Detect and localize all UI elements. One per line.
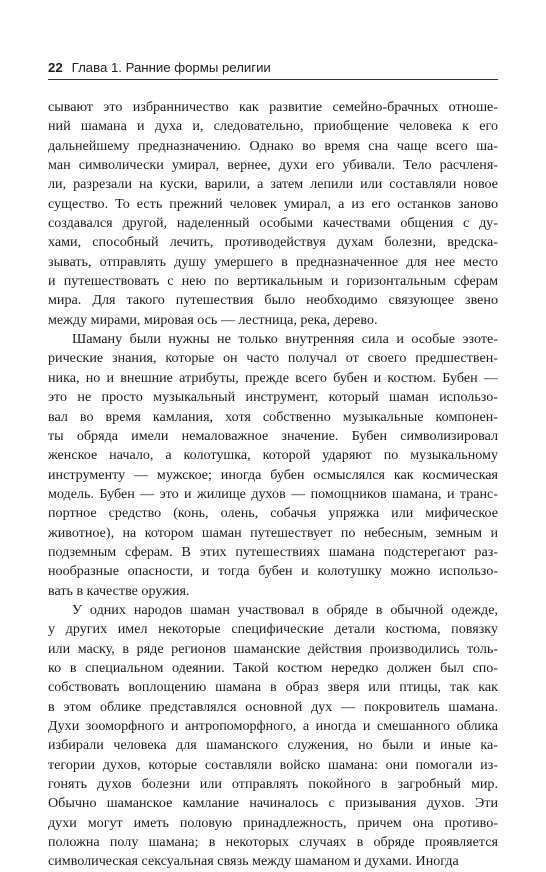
text-line: создавался другой, наделенный особыми качествами общения с ду- <box>48 215 498 232</box>
text-line: ника, но и внешние атрибуты, прежде всего бубен и костюм. Бубен — <box>48 369 498 386</box>
text-line: подземным сферам. В этих путешествиях шамана подстерегают раз- <box>48 543 498 560</box>
running-head <box>48 60 498 76</box>
text-line: рические знания, которые он часто получал от своего предшествен- <box>48 350 498 367</box>
text-line: духи могут иметь половую принадлежность, причем она противо- <box>48 814 498 831</box>
text-line: или маску, в ряде регионов шаманские действия производились толь- <box>48 640 498 657</box>
text-line: нообразные опасности, и тогда бубен и колотушку можно использо- <box>48 563 498 580</box>
text-line: Обычно шаманское камлание начиналось с призывания духов. Эти <box>48 795 498 812</box>
text-line: инструменту — мужское; иногда бубен осмыслялся как космическая <box>48 466 498 483</box>
text-line: тегории духов, которые составляли войско шамана: они помогали из- <box>48 756 498 773</box>
text-line: это не просто музыкальный инструмент, который шаман использо- <box>48 389 498 406</box>
text-line: Духи зооморфного и антропоморфного, а иногда и смешанного облика <box>48 718 498 734</box>
text-line: и путешествовать с нею по вертикальным и горизонтальным сферам <box>48 273 498 290</box>
text-line: между мирами, мировая ось — лестница, река, дерево. <box>48 311 378 328</box>
text-line: хами, способный лечить, противодействуя духам болезни, вредска- <box>48 234 498 251</box>
text-line: модель. Бубен — это и жилище духов — помощников шамана, и транс- <box>48 485 498 502</box>
text-line: У одних народов шаман участвовал в обряде в обычной одежде, <box>72 601 498 618</box>
text-line: портное средство (конь, олень, собачья упряжка или мифическое <box>48 505 498 522</box>
text-line: положна полу шамана; в некоторых случаях в обряде проявляется <box>48 834 498 851</box>
text-line: Шаману были нужны не только внутренняя сила и особые эзоте- <box>72 331 498 348</box>
text-line: мира. Для такого путешествия было необходимо связующее звено <box>48 292 498 309</box>
page-number: 22 <box>48 60 63 75</box>
text-line: животное), на котором шаман путешествует по небесным, земным и <box>48 524 498 541</box>
text-line: вал во время камлания, хотя собственно музыкальные компонен- <box>48 408 498 425</box>
text-line: дальнейшему предназначению. Однако во время сна чаще всего ша- <box>48 137 498 154</box>
text-line: ко в специальном одеянии. Такой костюм нередко должен был спо- <box>48 659 498 676</box>
paragraph <box>48 98 498 330</box>
paragraph <box>48 601 498 872</box>
text-line: собствовать воплощению шамана в образ зверя или птицы, так как <box>48 679 498 696</box>
text-line: зывать, отправлять душу умершего в предназначенное для нее место <box>48 253 498 270</box>
text-line: ман символически умирал, вернее, духи его убивали. Тело расчленя- <box>48 157 498 174</box>
text-line: существо. То есть прежний человек умирал, а из его останков заново <box>48 195 498 212</box>
text-line: ний шамана и духа и, следовательно, приобщение человека к его <box>48 118 498 135</box>
text-line: гонять духов болезни или отправлять покойного в загробный мир. <box>48 776 498 793</box>
text-line: сывают это избранничество как развитие семейно-брачных отноше- <box>48 99 498 115</box>
text-line: ты обряда имели немаловажное значение. Бубен символизировал <box>48 427 498 444</box>
header-rule <box>48 79 498 80</box>
paragraph <box>48 330 498 601</box>
text-line: у других имел некоторые специфические детали костюма, повязку <box>48 621 498 638</box>
text-line: избирали человека для шаманского служения, но были и иные ка- <box>48 737 498 754</box>
text-line: символическая сексуальная связь между шаманом и духами. Иногда <box>48 853 459 870</box>
text-line: вать в качестве оружия. <box>48 582 190 599</box>
text-line: ли, разрезали на куски, варили, а затем лепили или составляли новое <box>48 176 498 193</box>
text-line: в этом облике представлялся основной дух — покровитель шамана. <box>48 698 498 715</box>
text-line: женское начало, а колотушка, которой ударяют по музыкальному <box>48 447 498 464</box>
chapter-title: Глава 1. Ранние формы религии <box>71 60 271 75</box>
body-text <box>48 98 498 872</box>
